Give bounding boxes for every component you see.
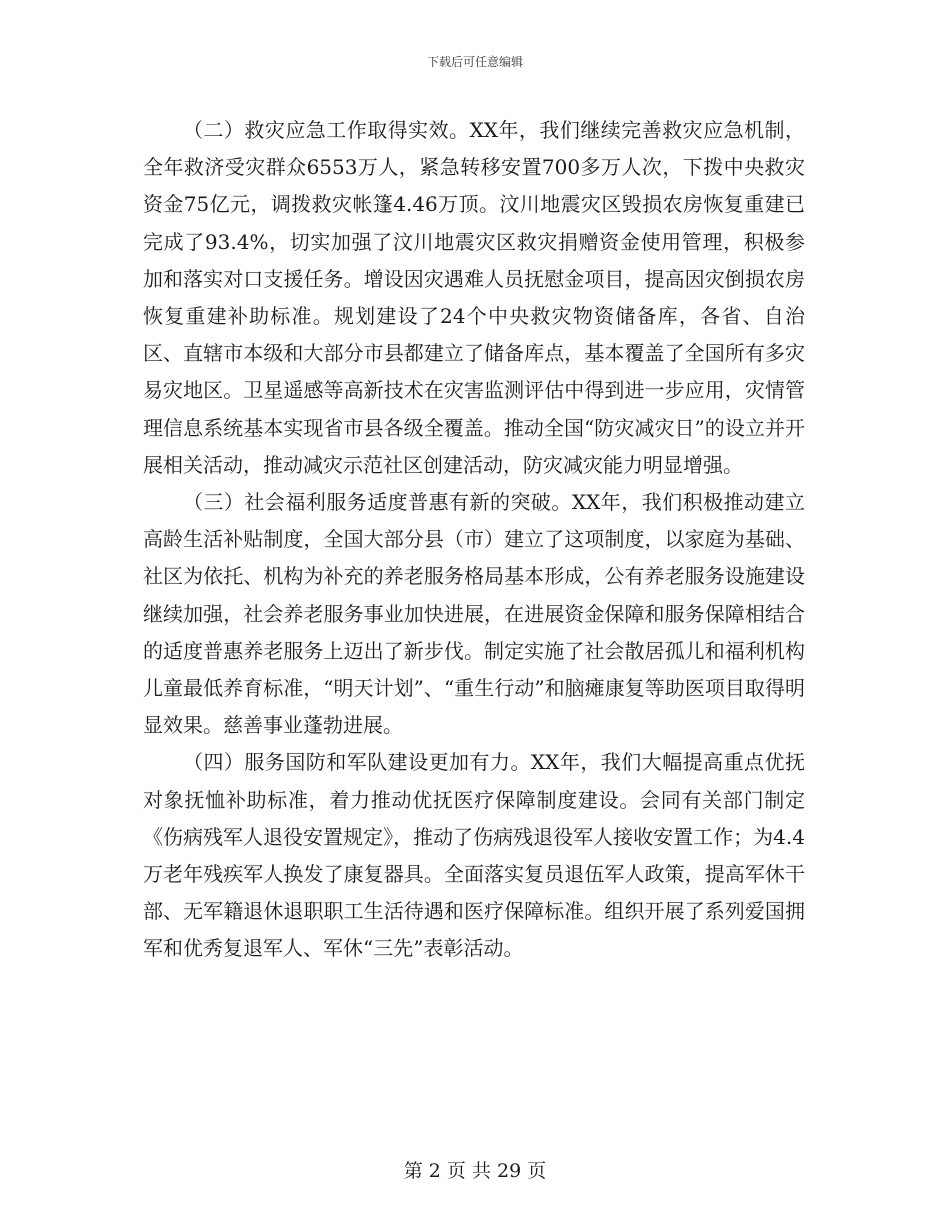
paragraph-national-defense: （四）服务国防和军队建设更加有力。XX年，我们大幅提高重点优抚对象抚恤补助标准，着力推动优抚医疗保障制度建设。会同有关部门制定《伤病残军人退役安置规定》，推动了伤病残退役军人接收安置工作；为4.4万老年残疾军人换发了康复器具。全面落实复员退伍军人政策，提高军休干部、无军籍退休退职职工生活待遇和医疗保障标准。组织开展了系列爱国拥军和优秀复退军人、军休“三先”表彰活动。 [143, 750, 805, 961]
page-header: 下载后可任意编辑 [426, 55, 523, 69]
document-body [143, 112, 805, 968]
paragraph-social-welfare: （三）社会福利服务适度普惠有新的突破。XX年，我们积极推动建立高龄生活补贴制度，全国大部分县（市）建立了这项制度，以家庭为基础、社区为依托、机构为补充的养老服务格局基本形成，公有养老服务设施建设继续加强，社会养老服务事业加快进展，在进展资金保障和服务保障相结合的适度普惠养老服务上迈出了新步伐。制定实施了社会散居孤儿和福利机构儿童最低养育标准，“明天计划”、“重生行动”和脑瘫康复等助医项目取得明显效果。慈善事业蓬勃进展。 [143, 490, 805, 738]
paragraph-disaster-relief: （二）救灾应急工作取得实效。XX年，我们继续完善救灾应急机制，全年救济受灾群众6553万人，紧急转移安置700多万人次，下拨中央救灾资金75亿元，调拨救灾帐篷4.46万顶。汶川地震灾区毁损农房恢复重建已完成了93.4%，切实加强了汶川地震灾区救灾捐赠资金使用管理，积极参加和落实对口支援任务。增设因灾遇难人员抚慰金项目，提高因灾倒损农房恢复重建补助标准。规划建设了24个中央救灾物资储备库，各省、自治区、直辖市本级和大部分市县都建立了储备库点，基本覆盖了全国所有多灾易灾地区。卫星遥感等高新技术在灾害监测评估中得到进一步应用，灾情管理信息系统基本实现省市县各级全覆盖。推动全国“防灾减灾日”的设立并开展相关活动，推动减灾示范社区创建活动，防灾减灾能力明显增强。 [143, 118, 805, 477]
page-number-footer: 第 2 页 共 29 页 [403, 1160, 547, 1182]
